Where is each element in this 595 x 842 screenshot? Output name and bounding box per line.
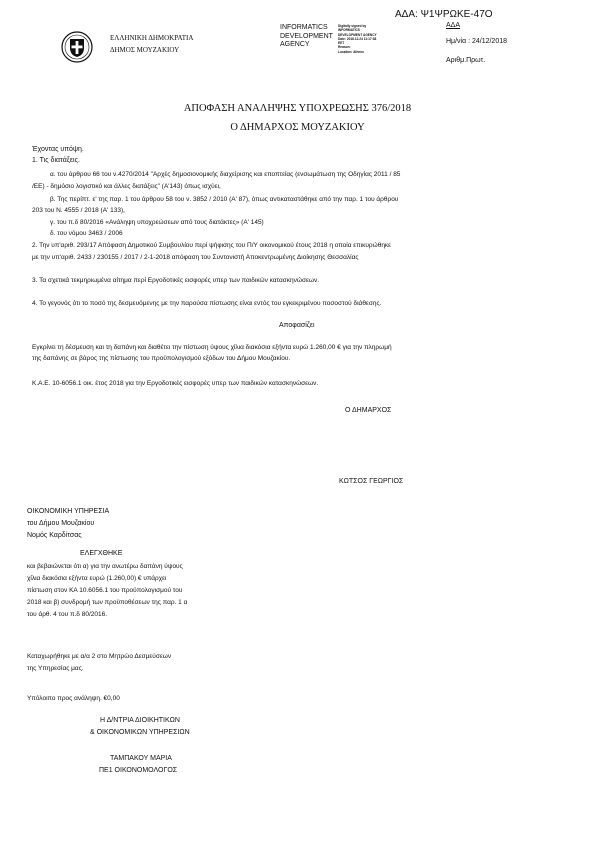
ada-label: ΑΔΑ [446, 22, 461, 29]
director-title-line1: Η Δ/ΝΤΡΙΑ ΔΙΟΙΚΗΤΙΚΩΝ [100, 717, 180, 724]
finance-dept-title: ΟΙΚΟΝΟΜΙΚΗ ΥΠΗΡΕΣΙΑ [27, 508, 110, 515]
greek-emblem-icon [60, 30, 94, 64]
paragraph-1b: β. Της περίπτ. ε' της παρ. 1 του άρθρου 58 του ν. 3852 / 2010 (Α' 87), όπως αντικαταστάθηκε από την παρ. 1 του άρθρου [50, 196, 399, 203]
agency-line: DEVELOPMENT [280, 32, 333, 40]
org-name-line1: ΕΛΛΗΝΙΚΗ ΔΗΜΟΚΡΑΤΙΑ [110, 34, 194, 42]
protocol-number: Αριθμ.Πρωτ. [446, 57, 486, 64]
verification-line: του άρθ. 4 του π.δ 80/2016. [27, 611, 108, 618]
paragraph-4: 4. Το γεγονός ότι το ποσό της δεσμευόμενης με την παρούσα πίστωσης είναι εντός του εγκεκριμένου ποσοστού διάθεσης. [32, 300, 382, 307]
paragraph-2: 2. Την υπ'αριθ. 293/17 Απόφαση Δημοτικού Συμβουλίου περί ψήφισης του Π/Υ οικονομικού έτους 2018 η οποία επικυρώθηκε [32, 242, 392, 249]
sig-detail: DEVELOPMENT AGENCY [338, 32, 377, 37]
verification-line: χίλια διακόσια εξήντα ευρώ (1.260,00) € υπάρχει [27, 575, 167, 582]
registration-text: Καταχωρήθηκε με α/α 2 στο Μητρώο Δεσμεύσεων [27, 653, 172, 660]
verification-line: 2018 και β) συνδρομή των προϋποθέσεων της παρ. 1 α [27, 599, 188, 606]
checked-heading: ΕΛΕΓΧΘΗΚΕ [80, 550, 123, 557]
sig-detail: Location: Athens [338, 49, 364, 54]
remaining-amount: Υπόλοιπο προς ανάληψη. €0,00 [27, 695, 120, 702]
director-name: ΤΑΜΠΑΚΟΥ ΜΑΡΙΑ [110, 755, 172, 762]
verification-line: πίστωση στον ΚΑ 10.6056.1 του προϋπολογισμού του [27, 587, 183, 594]
digital-signature-details [338, 24, 377, 54]
finance-dept-prefecture: Νομός Καρδίτσας [27, 532, 82, 539]
paragraph-1c: γ. του π.δ 80/2016 «Ανάληψη υποχρεώσεων από τους διατάκτες» (Α' 145) [50, 219, 264, 226]
sig-detail: Date: 2018.12.24 11:17:38 [338, 36, 377, 41]
agency-line: AGENCY [280, 41, 310, 48]
verification-line: και βεβαιώνεται ότι α) για την ανωτέρω δαπάνη ύψους [27, 563, 183, 570]
paragraph-1: 1. Τις διατάξεις. [32, 157, 80, 164]
org-name-line2: ΔΗΜΟΣ ΜΟΥΖΑΚΙΟΥ [110, 46, 180, 54]
agency-line: INFORMATICS [280, 24, 328, 31]
sig-detail: Reason: [338, 45, 351, 50]
budget-code-text: Κ.Α.Ε. 10-6056.1 οικ. έτος 2018 για την Εργοδοτικές εισφορές υπερ των παιδικών κατασκηνώσεων. [32, 380, 319, 387]
decision-text-cont: της δαπάνης σε βάρος της πίστωσης του προϋπολογισμού εξόδων του Δήμου Μουζακίου. [32, 355, 291, 362]
signature-agency-name [280, 24, 333, 50]
decision-text: Εγκρίνει τη δέσμευση και τη δαπάνη και διαθέτει την πίστωση ύψους χίλια διακόσια εξήντα ευρώ 1.260,00 € για την πληρωμή [32, 344, 392, 351]
mayor-name: ΚΩΤΣΟΣ ΓΕΩΡΓΙΟΣ [339, 478, 404, 485]
paragraph-2-cont: με την υπ'αριθ. 2433 / 230155 / 2017 / 2-1-2018 απόφαση του Συντονιστή Αποκεντρωμένης Διοίκησης Θεσσαλίας [32, 254, 359, 261]
paragraph-3: 3. Τα σχετικά τεκμηριωμένα αίτημα περί Εργοδοτικές εισφορές υπερ των παιδικών κατασκηνώσεων. [32, 277, 320, 284]
document-subtitle: Ο ΔΗΜΑΡΧΟΣ ΜΟΥΖΑΚΙΟΥ [230, 122, 365, 133]
sig-detail: Digitally signed by [338, 24, 367, 28]
director-title-line2: & ΟΙΚΟΝΟΜΙΚΩΝ ΥΠΗΡΕΣΙΩΝ [90, 729, 190, 736]
ada-code: ΑΔΑ: Ψ1ΨΡΩΚΕ-47Ο [395, 9, 493, 20]
paragraph-1d: δ. του νόμου 3463 / 2006 [50, 230, 123, 237]
paragraph-1b-cont: 203 του Ν. 4555 / 2018 (Α' 133), [32, 207, 125, 214]
registration-text-cont: της Υπηρεσίας μας. [27, 665, 84, 672]
finance-dept-municipality: του Δήμου Μουζακίου [27, 520, 95, 527]
document-title: ΑΠΟΦΑΣΗ ΑΝΑΛΗΨΗΣ ΥΠΟΧΡΕΩΣΗΣ 376/2018 [183, 103, 412, 114]
director-profession: ΠΕ1 ΟΙΚΟΝΟΜΟΛΟΓΟΣ [99, 767, 178, 774]
sig-detail: INFORMATICS [338, 28, 360, 33]
sig-detail: EET [338, 41, 345, 46]
intro-text: Έχοντας υπόψη. [32, 146, 84, 153]
paragraph-1a-cont: /ΕΕ) - δημόσιο λογιστικό και άλλες διατάξεις" (Α'143) όπως ισχύει, [32, 183, 221, 190]
mayor-role: Ο ΔΗΜΑΡΧΟΣ [345, 407, 392, 414]
decides-heading: Αποφασίζει [279, 322, 315, 329]
paragraph-1a: α. του άρθρου 66 του ν.4270/2014 "Αρχές δημοσιονομικής διαχείρισης και εποπτείας (ενσωμάτωση της Οδηγίας 2011 / 85 [50, 171, 401, 178]
document-date: Ημ/νία : 24/12/2018 [446, 38, 508, 45]
